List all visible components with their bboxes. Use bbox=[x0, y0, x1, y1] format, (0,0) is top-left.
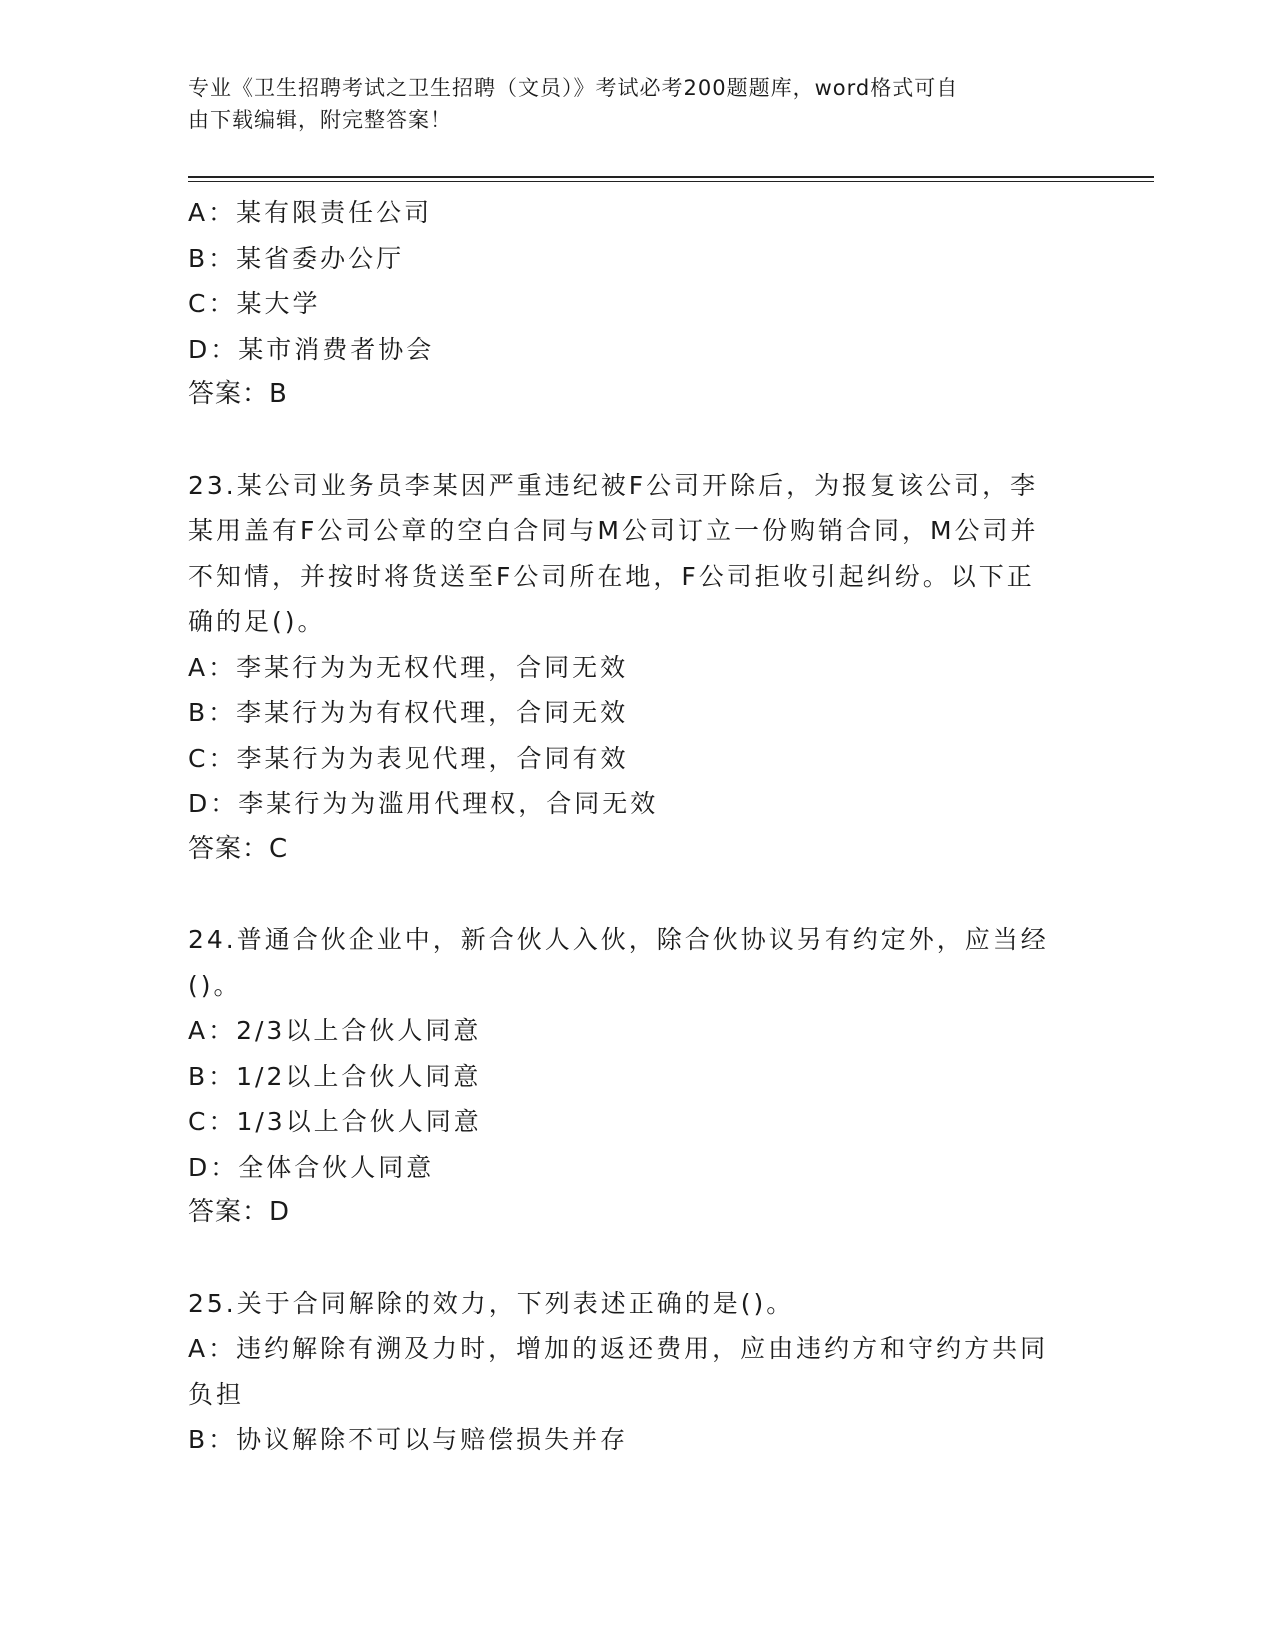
question-22 bbox=[188, 190, 1088, 418]
option-c: C：1/3以上合伙人同意 bbox=[188, 1107, 482, 1136]
header-rule-thick bbox=[188, 176, 1154, 178]
question-stem-line: 某用盖有F公司公章的空白合同与M公司订立一份购销合同，M公司并 bbox=[188, 516, 1039, 545]
question-stem-line: ()。 bbox=[188, 970, 242, 1000]
option-c: C：某大学 bbox=[188, 289, 321, 318]
option-b: B：协议解除不可以与赔偿损失并存 bbox=[188, 1425, 629, 1454]
option-b: B：李某行为为有权代理，合同无效 bbox=[188, 698, 629, 727]
header-rule-thin bbox=[188, 181, 1154, 182]
document-body bbox=[188, 190, 1088, 1463]
option-d: D：李某行为为滥用代理权，合同无效 bbox=[188, 789, 659, 818]
option-d: D：某市消费者协会 bbox=[188, 334, 435, 364]
question-24 bbox=[188, 917, 1088, 1236]
document-header bbox=[188, 72, 1068, 136]
header-line-1: 专业《卫生招聘考试之卫生招聘（文员）》考试必考200题题库，word格式可自 bbox=[188, 76, 959, 100]
question-25 bbox=[188, 1281, 1088, 1463]
option-a: A：2/3以上合伙人同意 bbox=[188, 1016, 482, 1045]
option-a-continued: 负担 bbox=[188, 1379, 245, 1409]
option-a: A：某有限责任公司 bbox=[188, 198, 433, 227]
option-b: B：1/2以上合伙人同意 bbox=[188, 1061, 482, 1091]
option-a: A：李某行为为无权代理，合同无效 bbox=[188, 652, 629, 682]
question-stem-line: 25.关于合同解除的效力，下列表述正确的是()。 bbox=[188, 1288, 795, 1318]
option-b: B：某省委办公厅 bbox=[188, 243, 405, 273]
answer: 答案：C bbox=[188, 833, 289, 864]
option-c: C：李某行为为表见代理，合同有效 bbox=[188, 743, 629, 773]
question-stem-line: 不知情，并按时将货送至F公司所在地，F公司拒收引起纠纷。以下正 bbox=[188, 561, 1035, 591]
header-line-2: 由下载编辑，附完整答案！ bbox=[188, 108, 452, 132]
option-a: A：违约解除有溯及力时，增加的返还费用，应由违约方和守约方共同 bbox=[188, 1334, 1049, 1363]
question-stem-line: 24.普通合伙企业中，新合伙人入伙，除合伙协议另有约定外，应当经 bbox=[188, 925, 1049, 954]
question-stem-line: 23.某公司业务员李某因严重违纪被F公司开除后，为报复该公司，李 bbox=[188, 470, 1039, 500]
question-23 bbox=[188, 463, 1088, 873]
question-stem-line: 确的足()。 bbox=[188, 607, 326, 636]
option-d: D：全体合伙人同意 bbox=[188, 1152, 435, 1182]
answer: 答案：D bbox=[188, 1197, 291, 1227]
answer: 答案：B bbox=[188, 379, 288, 409]
